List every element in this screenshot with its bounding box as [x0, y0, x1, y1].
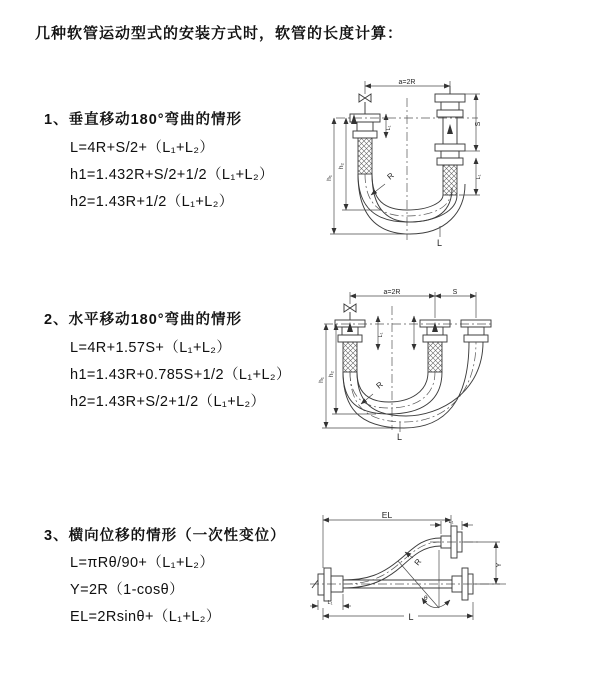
braided-hose-section — [343, 342, 357, 372]
dim-label-l1-top: L₁ — [448, 519, 454, 525]
flange-neck — [357, 122, 373, 131]
section1-formula-L: L=4R+S/2+（L₁+L₂） — [70, 140, 215, 156]
valve-icon — [359, 94, 371, 102]
section2-formula-h1: h1=1.43R+0.785S+1/2（L₁+L₂） — [70, 367, 291, 383]
diagram-vertical-180-bend — [324, 76, 504, 250]
dim-label-l1: L₁ — [386, 125, 392, 131]
section1-formula-h2: h2=1.43R+1/2（L₁+L₂） — [70, 194, 234, 210]
flange-neck — [441, 102, 459, 110]
dim-label-h1: h₁ — [318, 377, 325, 383]
dim-label-L: L — [397, 432, 403, 442]
flange-block — [464, 335, 488, 342]
dim-label-h1: h₁ — [326, 175, 333, 181]
section3-formula-EL: EL=2Rsinθ+（L₁+L₂） — [70, 609, 221, 625]
flange-neck — [441, 151, 459, 158]
dim-label-h2: h₂ — [338, 162, 345, 170]
flow-arrow-icon — [447, 124, 453, 134]
flange-block — [437, 158, 463, 165]
page-title: 几种软管运动型式的安装方式时，软管的长度计算： — [35, 25, 404, 42]
diagram-lateral-displacement — [310, 510, 510, 630]
flange-block — [461, 320, 491, 327]
section2-formula-L: L=4R+1.57S+（L₁+L₂） — [70, 340, 232, 356]
section2-heading: 2、水平移动180°弯曲的情形 — [44, 312, 243, 328]
braided-hose-section — [443, 165, 457, 195]
braided-hose-section — [358, 138, 372, 174]
section2-formula-h2: h2=1.43R+S/2+1/2（L₁+L₂） — [70, 394, 266, 410]
flange-plate — [324, 568, 331, 601]
dim-label-s: S — [475, 121, 482, 127]
radius-leader-line — [405, 552, 413, 558]
section3-heading: 3、横向位移的情形（一次性变位） — [44, 528, 286, 544]
flange-block — [338, 335, 362, 342]
section3-formula-L: L=πRθ/90+（L₁+L₂） — [70, 555, 215, 571]
hose-displaced-outer — [343, 342, 469, 428]
section1-heading: 1、垂直移动180°弯曲的情形 — [44, 112, 243, 128]
flange-block — [423, 335, 447, 342]
dim-label-el: EL — [381, 510, 393, 520]
flange-block — [353, 131, 377, 138]
hose-scurve-edge — [343, 546, 441, 588]
dim-label-l1: L₁ — [378, 332, 384, 338]
braided-hose-section — [428, 342, 442, 372]
dim-label-L: L — [437, 238, 443, 248]
hose-inner-edge — [372, 174, 443, 210]
valve-icon — [344, 304, 356, 312]
dim-label-a2r: a=2R — [383, 289, 401, 296]
flange-neck — [468, 327, 484, 335]
hose-displaced-inner — [357, 342, 483, 416]
flow-arrow-icon — [351, 114, 357, 124]
hose-inner-edge — [357, 372, 428, 402]
dim-label-L: L — [408, 612, 414, 622]
dim-label-l1-right: L₁ — [476, 174, 482, 180]
flange-stub — [318, 574, 324, 595]
dim-label-radius: R — [412, 557, 424, 568]
dim-label-l1-bottom: L₁ — [327, 600, 333, 606]
flange-block — [437, 110, 463, 117]
section3-formula-Y: Y=2R（1-cosθ） — [70, 582, 184, 598]
dim-label-theta: θ — [424, 595, 428, 602]
dim-label-s: S — [452, 289, 458, 296]
hose-displaced-inner — [372, 174, 452, 222]
dim-label-h2: h₂ — [328, 370, 335, 378]
flange-block — [435, 144, 465, 151]
section1-formula-h1: h1=1.432R+S/2+1/2（L₁+L₂） — [70, 167, 274, 183]
flange-block — [435, 94, 465, 102]
dim-label-a2r: a=2R — [398, 79, 416, 86]
dim-label-radius: R — [374, 379, 385, 391]
hose-displaced-centerline — [350, 342, 476, 422]
construction-line — [398, 561, 439, 608]
dim-label-radius: R — [385, 170, 396, 182]
diagram-horizontal-180-bend — [318, 288, 502, 442]
dim-label-y: Y — [496, 562, 503, 568]
